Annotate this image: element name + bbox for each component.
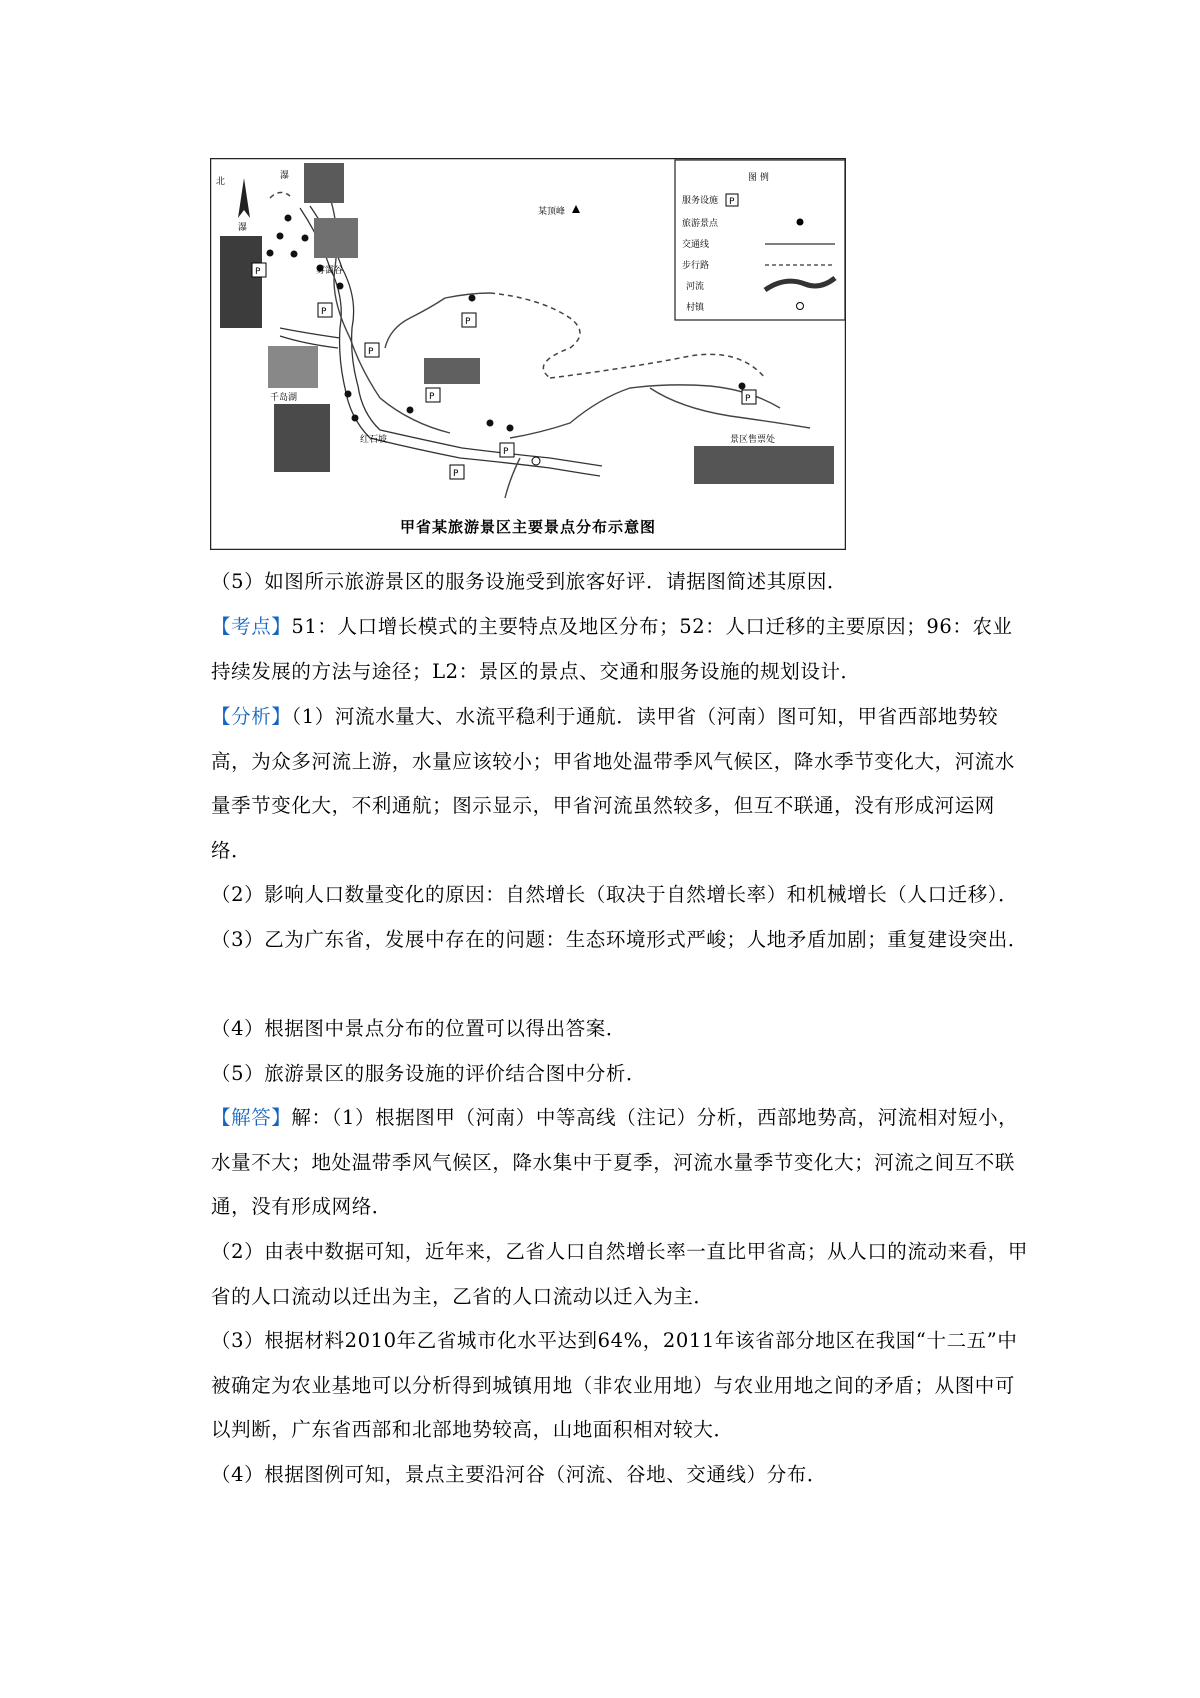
answer-4 <box>211 1453 1029 1498</box>
fenxi-tag: 【分析】 <box>211 705 292 728</box>
svg-text:P: P <box>255 267 261 277</box>
legend-item-river: 河流 <box>686 282 705 292</box>
legend-item-walk: 步行路 <box>682 261 710 271</box>
entrance-label: 景区售票处 <box>730 435 776 445</box>
north-label: 北 <box>216 177 226 187</box>
kaodian-section <box>211 605 1029 694</box>
analysis-3 <box>211 918 1029 963</box>
paragraph-text: （2）影响人口数量变化的原因：自然增长（取决于自然增长率）和机械增长（人口迁移）． <box>211 883 1019 906</box>
rock-label: 红石坡 <box>360 435 388 445</box>
spot-label-2: 瀑 <box>238 223 248 233</box>
jieda-section <box>211 1096 1029 1230</box>
analysis-5 <box>211 1052 1029 1097</box>
svg-text:P: P <box>368 347 374 357</box>
valley-label: 雾霭谷 <box>316 266 344 276</box>
paragraph-text: （3）乙为广东省，发展中存在的问题：生态环境形式严峻；人地矛盾加剧；重复建设突出． <box>211 928 1029 951</box>
svg-text:P: P <box>729 197 735 207</box>
kaodian-tag: 【考点】 <box>211 615 292 638</box>
paragraph-text: （5）旅游景区的服务设施的评价结合图中分析． <box>211 1062 647 1085</box>
legend-title: 图 例 <box>748 173 769 183</box>
answer-2 <box>211 1230 1029 1319</box>
legend-item-scenic: 旅游景点 <box>682 219 719 229</box>
answer-3 <box>211 1319 1029 1453</box>
svg-text:P: P <box>429 392 435 402</box>
paragraph-text: （2）由表中数据可知，近年来，乙省人口自然增长率一直比甲省高；从人口的流动来看，甲省的人口流动以迁出为主，乙省的人口流动以迁入为主． <box>211 1240 1029 1308</box>
fenxi-section <box>211 695 1029 873</box>
paragraph-text: 解：（1）根据图甲（河南）中等高线（注记）分析，西部地势高，河流相对短小，水量不大；地处温带季风气候区，降水集中于夏季，河流水量季节变化大；河流之间互不联通，没有形成网络． <box>211 1106 1019 1219</box>
paragraph-text: 51：人口增长模式的主要特点及地区分布；52：人口迁移的主要原因；96：农业持续发展的方法与途径；L2：景区的景点、交通和服务设施的规划设计． <box>211 615 1013 683</box>
legend-item-village: 村镇 <box>686 303 705 313</box>
paragraph-text: （4）根据图中景点分布的位置可以得出答案． <box>211 1017 627 1040</box>
paragraph-text: （5）如图所示旅游景区的服务设施受到旅客好评．请据图简述其原因． <box>211 570 848 593</box>
question-5 <box>211 560 1029 605</box>
peak-label: 某顶峰 <box>538 207 566 217</box>
analysis-4 <box>211 1007 1029 1052</box>
map-svg <box>210 158 846 550</box>
svg-text:P: P <box>465 317 471 327</box>
svg-text:P: P <box>503 447 509 457</box>
scenic-area-map <box>210 158 846 550</box>
legend-item-transport: 交通线 <box>682 240 710 250</box>
jieda-tag: 【解答】 <box>211 1106 292 1129</box>
svg-text:P: P <box>745 394 751 404</box>
map-caption: 甲省某旅游景区主要景点分布示意图 <box>399 518 656 536</box>
svg-text:P: P <box>453 469 459 479</box>
paragraph-text: （1）河流水量大、水流平稳利于通航．读甲省（河南）图可知，甲省西部地势较高，为众多河流上游，水量应该较小；甲省地处温带季风气候区，降水季节变化大，河流水量季节变化大，不利通航；图示显示，甲省河流虽然较多，但互不联通，没有形成河运网络． <box>211 705 1016 862</box>
spot-label-1: 瀑 <box>280 171 290 181</box>
paragraph-text: （4）根据图例可知，景点主要沿河谷（河流、谷地、交通线）分布． <box>211 1463 828 1486</box>
analysis-2 <box>211 873 1029 918</box>
paragraph-text: （3）根据材料2010年乙省城市化水平达到64%，2011年该省部分地区在我国“十二五”中被确定为农业基地可以分析得到城镇用地（非农业用地）与农业用地之间的矛盾；从图中可以判断，广东省西部和北部地势较高，山地面积相对较大． <box>211 1329 1018 1442</box>
svg-text:P: P <box>321 307 327 317</box>
village-marker <box>532 457 540 465</box>
map-legend <box>675 160 845 320</box>
lake-label: 千岛湖 <box>270 393 298 403</box>
legend-item-service: 服务设施 <box>682 196 719 206</box>
